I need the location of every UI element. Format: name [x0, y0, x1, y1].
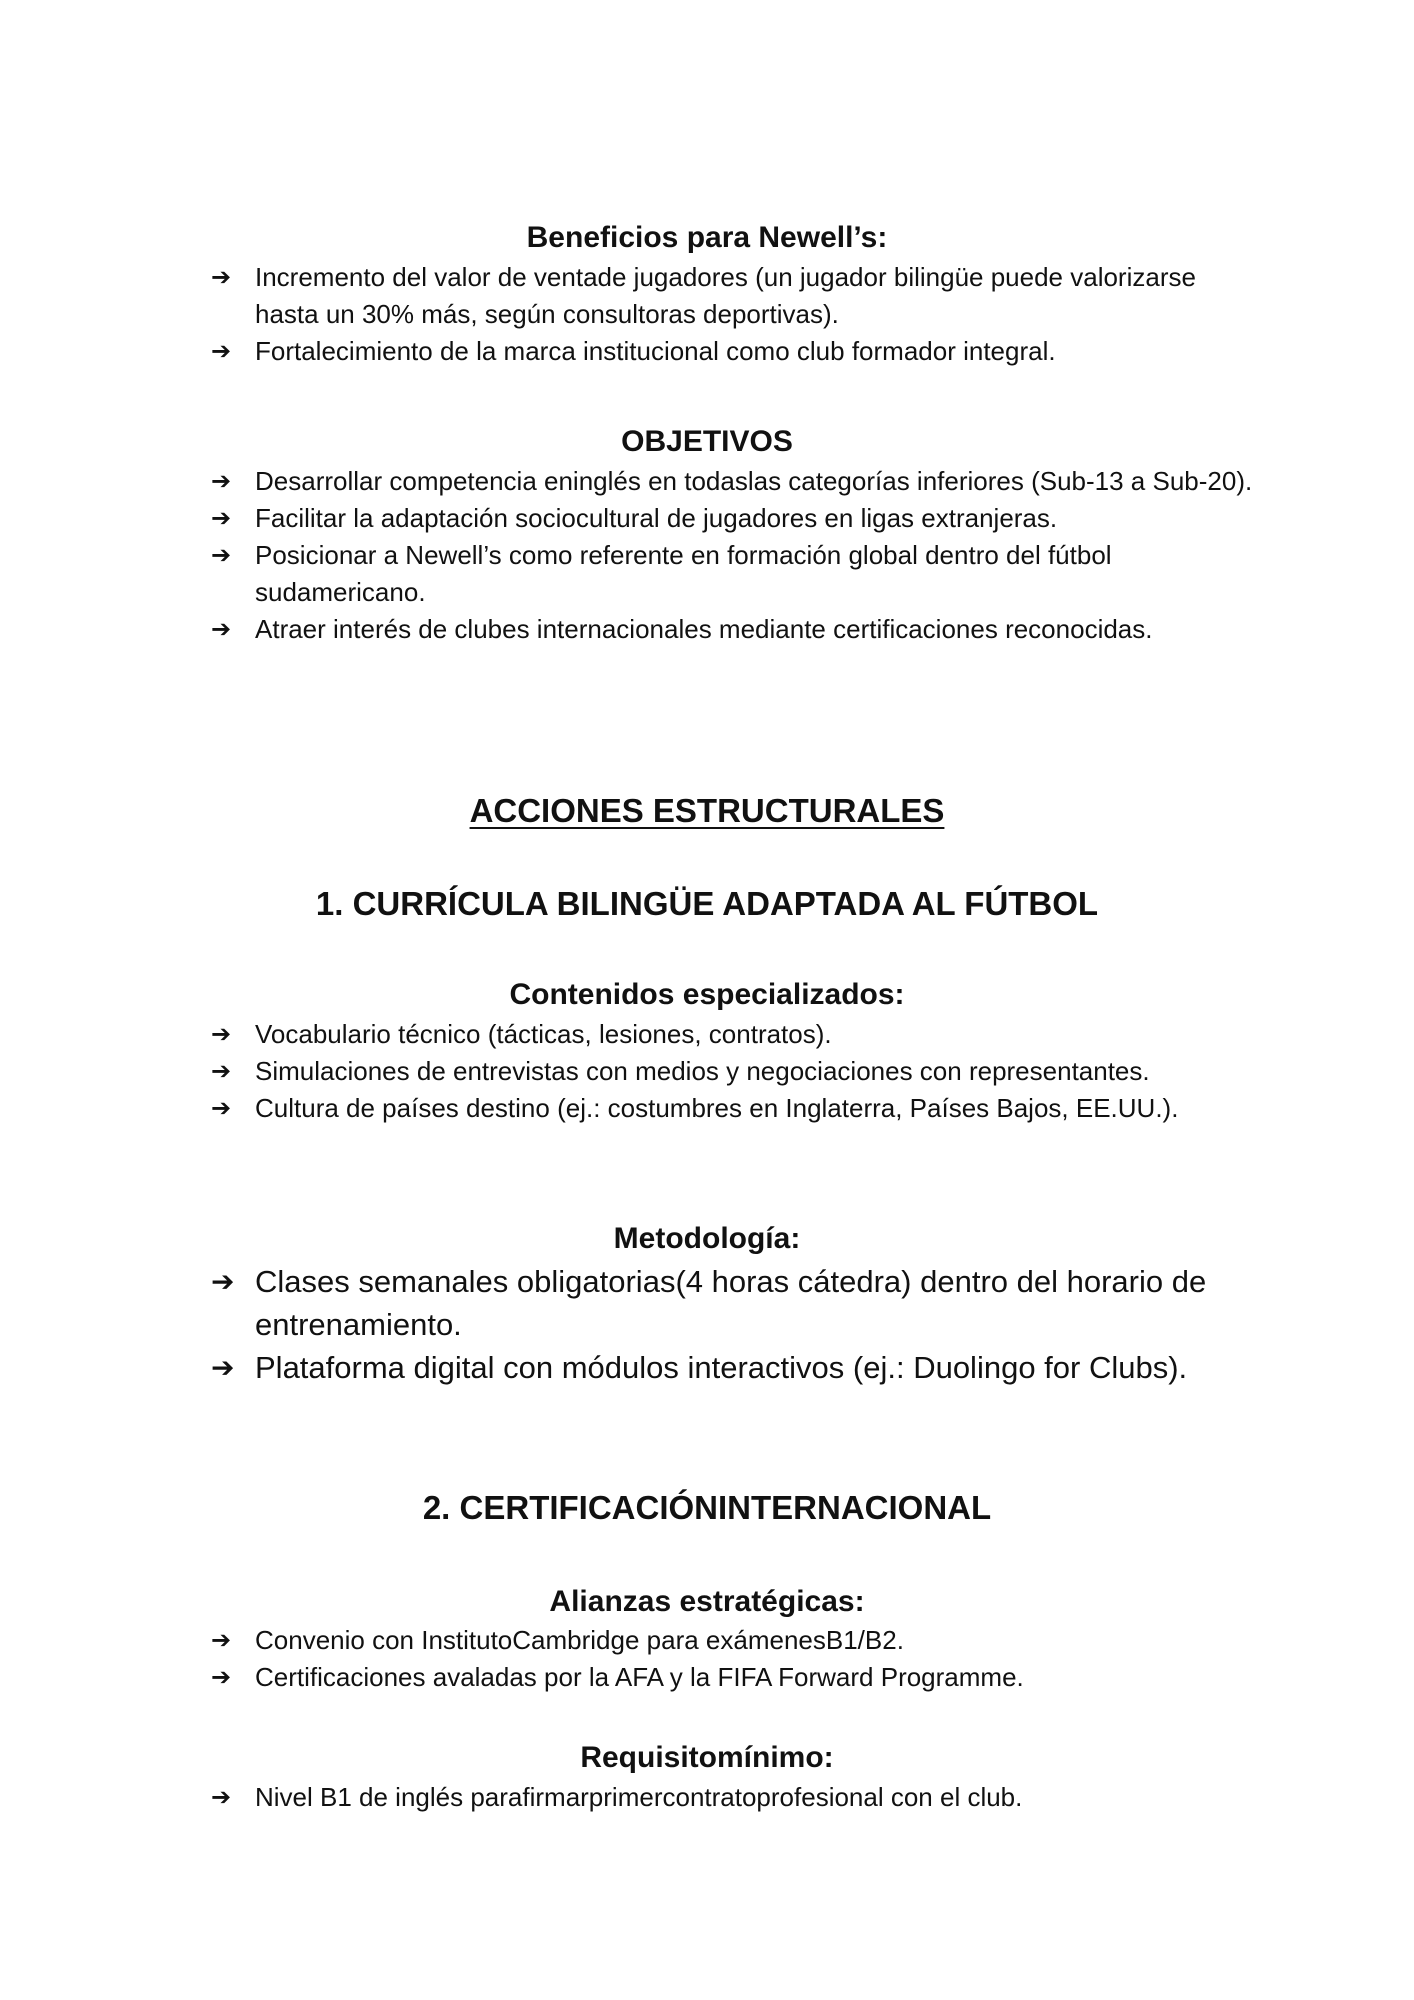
arrow-right-icon: ➔ [211, 263, 232, 291]
list-item-text: Posicionar a Newell’s como referente en formación global dentro del fútbol sudamericano. [255, 540, 1112, 607]
list-item [211, 537, 1414, 611]
list-item-text: Facilitar la adaptación sociocultural de jugadores en ligas extranjeras. [255, 503, 1058, 533]
alianzas-list [0, 1622, 1414, 1696]
arrow-right-icon: ➔ [211, 337, 232, 365]
requisito-list [0, 1779, 1414, 1816]
list-item [211, 259, 1414, 333]
beneficios-list [0, 259, 1414, 370]
list-item-text: Nivel B1 de inglés parafirmarprimercontratoprofesional con el club. [255, 1782, 1023, 1812]
list-item [211, 1622, 1414, 1659]
arrow-right-icon: ➔ [211, 1783, 232, 1811]
list-item-text: Certificaciones avaladas por la AFA y la FIFA Forward Programme. [255, 1662, 1024, 1692]
arrow-right-icon: ➔ [211, 1265, 235, 1298]
arrow-right-icon: ➔ [211, 1094, 232, 1122]
acciones-heading: ACCIONES ESTRUCTURALES [469, 792, 945, 829]
arrow-right-icon: ➔ [211, 1351, 235, 1384]
metodologia-heading: Metodología: [613, 1222, 801, 1255]
arrow-right-icon: ➔ [211, 1663, 232, 1691]
beneficios-heading: Beneficios para Newell’s: [526, 221, 888, 254]
arrow-right-icon: ➔ [211, 1626, 232, 1654]
list-item-text: Desarrollar competencia eninglés en todaslas categorías inferiores (Sub-13 a Sub-20). [255, 466, 1253, 496]
list-item-text: Incremento del valor de ventade jugadores (un jugador bilingüe puede valorizarse hasta un 30% más, según consultoras deportivas). [255, 262, 1196, 329]
list-item-text: Cultura de países destino (ej.: costumbres en Inglaterra, Países Bajos, EE.UU.). [255, 1093, 1179, 1123]
list-item [211, 1346, 1414, 1389]
requisito-heading: Requisitomínimo: [580, 1741, 834, 1774]
list-item-text: Simulaciones de entrevistas con medios y negociaciones con representantes. [255, 1056, 1150, 1086]
arrow-right-icon: ➔ [211, 615, 232, 643]
contenidos-heading: Contenidos especializados: [509, 978, 905, 1011]
list-item [211, 1016, 1414, 1053]
certificacion-heading: 2. CERTIFICACIÓNINTERNACIONAL [422, 1489, 992, 1526]
arrow-right-icon: ➔ [211, 541, 232, 569]
objetivos-heading: OBJETIVOS [621, 425, 793, 458]
list-item-text: Atraer interés de clubes internacionales mediante certificaciones reconocidas. [255, 614, 1153, 644]
curricula-heading: 1. CURRÍCULA BILINGÜE ADAPTADA AL FÚTBOL [315, 885, 1099, 922]
list-item-text: Vocabulario técnico (tácticas, lesiones, contratos). [255, 1019, 832, 1049]
list-item-text: Fortalecimiento de la marca institucional como club formador integral. [255, 336, 1056, 366]
list-item [211, 1090, 1414, 1127]
arrow-right-icon: ➔ [211, 1020, 232, 1048]
list-item [211, 333, 1414, 370]
list-item [211, 1260, 1414, 1346]
list-item [211, 1053, 1414, 1090]
list-item-text: Convenio con InstitutoCambridge para exámenesB1/B2. [255, 1625, 904, 1655]
objetivos-list [0, 463, 1414, 648]
list-item [211, 500, 1414, 537]
alianzas-heading: Alianzas estratégicas: [549, 1585, 865, 1618]
list-item-text: Plataforma digital con módulos interactivos (ej.: Duolingo for Clubs). [255, 1350, 1188, 1385]
list-item [211, 1779, 1414, 1816]
arrow-right-icon: ➔ [211, 1057, 232, 1085]
list-item [211, 611, 1414, 648]
metodologia-list [0, 1260, 1414, 1389]
list-item [211, 463, 1414, 500]
arrow-right-icon: ➔ [211, 467, 232, 495]
list-item-text: Clases semanales obligatorias(4 horas cátedra) dentro del horario de entrenamiento. [255, 1264, 1207, 1342]
list-item [211, 1659, 1414, 1696]
contenidos-list [0, 1016, 1414, 1127]
arrow-right-icon: ➔ [211, 504, 232, 532]
